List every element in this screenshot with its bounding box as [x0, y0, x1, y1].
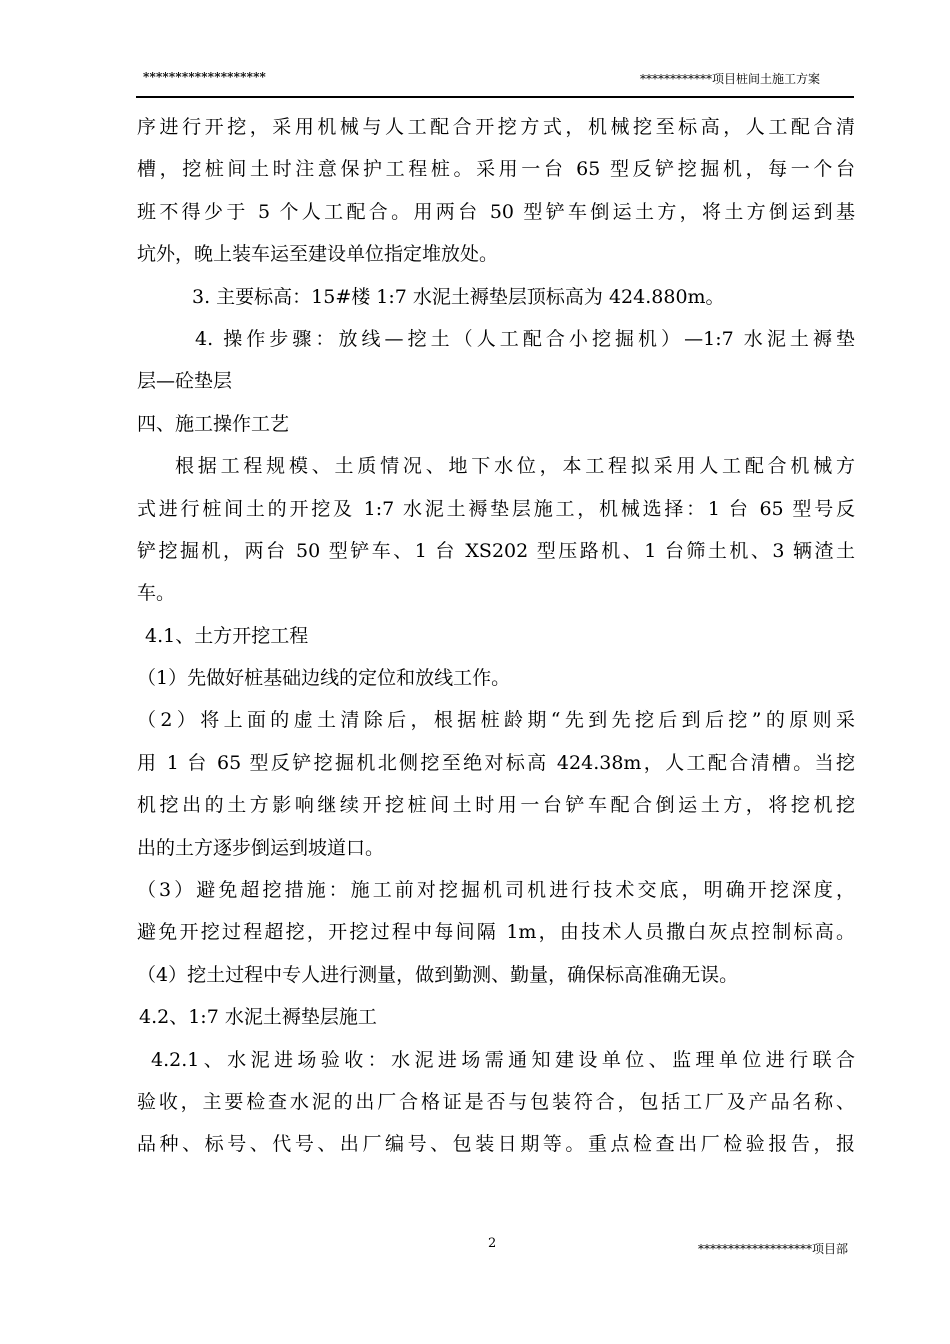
text-line: 根据工程规模、土质情况、地下水位，本工程拟采用人工配合机械方: [175, 455, 855, 478]
text-line: 4.2.1、水泥进场验收：水泥进场需通知建设单位、监理单位进行联合: [151, 1048, 855, 1071]
subsection-heading: 4.1、土方开挖工程: [145, 624, 309, 647]
body-text: [137, 106, 855, 1166]
text-line: 机挖出的土方影响继续开挖桩间土时用一台铲车配合倒运土方，将挖机挖: [137, 794, 855, 817]
text-line: 班不得少于 5 个人工配合。用两台 50 型铲车倒运土方，将土方倒运到基: [137, 200, 855, 223]
text-line: 4. 操作步骤：放线—挖土（人工配合小挖掘机）—1:7 水泥土褥垫: [195, 327, 855, 350]
page-number: 2: [488, 1236, 497, 1251]
header-rule: [136, 96, 854, 98]
text-line: （3）避免超挖措施：施工前对挖掘机司机进行技术交底，明确开挖深度，: [137, 879, 855, 902]
text-line: 坑外，晚上装车运至建设单位指定堆放处。: [137, 243, 499, 266]
section-heading: 四、施工操作工艺: [137, 412, 290, 435]
text-line: 3. 主要标高：15#楼 1:7 水泥土褥垫层顶标高为 424.880m。: [192, 285, 725, 308]
text-line: （2）将上面的虚土清除后，根据桩龄期“先到先挖后到后挖”的原则采: [137, 709, 855, 732]
text-line: 式进行桩间土的开挖及 1:7 水泥土褥垫层施工，机械选择：1 台 65 型号反: [137, 497, 855, 520]
text-line: 出的土方逐步倒运到坡道口。: [137, 836, 385, 859]
text-line: （1）先做好桩基础边线的定位和放线工作。: [137, 667, 511, 690]
text-line: 序进行开挖，采用机械与人工配合开挖方式，机械挖至标高，人工配合清: [137, 116, 855, 138]
header-left-text: *******************: [143, 70, 267, 84]
text-line: 槽，挖桩间土时注意保护工程桩。采用一台 65 型反铲挖掘机，每一个台: [137, 158, 855, 181]
subsection-heading: 4.2、1:7 水泥土褥垫层施工: [139, 1006, 377, 1029]
text-line: 避免开挖过程超挖，开挖过程中每间隔 1m，由技术人员撒白灰点控制标高。: [137, 921, 855, 944]
header-title: ************项目桩间土施工方案: [639, 72, 820, 86]
text-line: 验收，主要检查水泥的出厂合格证是否与包装符合，包括工厂及产品名称、: [137, 1090, 855, 1113]
text-line: 用 1 台 65 型反铲挖掘机北侧挖至绝对标高 424.38m，人工配合清槽。当挖: [137, 751, 855, 774]
text-line: 品种、标号、代号、出厂编号、包装日期等。重点检查出厂检验报告，报: [137, 1133, 855, 1156]
text-line: 层—砼垫层: [137, 370, 233, 393]
text-line: 铲挖掘机，两台 50 型铲车、1 台 XS202 型压路机、1 台筛土机、3 辆渣土: [137, 539, 855, 562]
text-line: 车。: [137, 582, 176, 605]
footer-org: *******************项目部: [697, 1242, 848, 1256]
text-line: （4）挖土过程中专人进行测量，做到勤测、勤量，确保标高准确无误。: [137, 963, 739, 986]
